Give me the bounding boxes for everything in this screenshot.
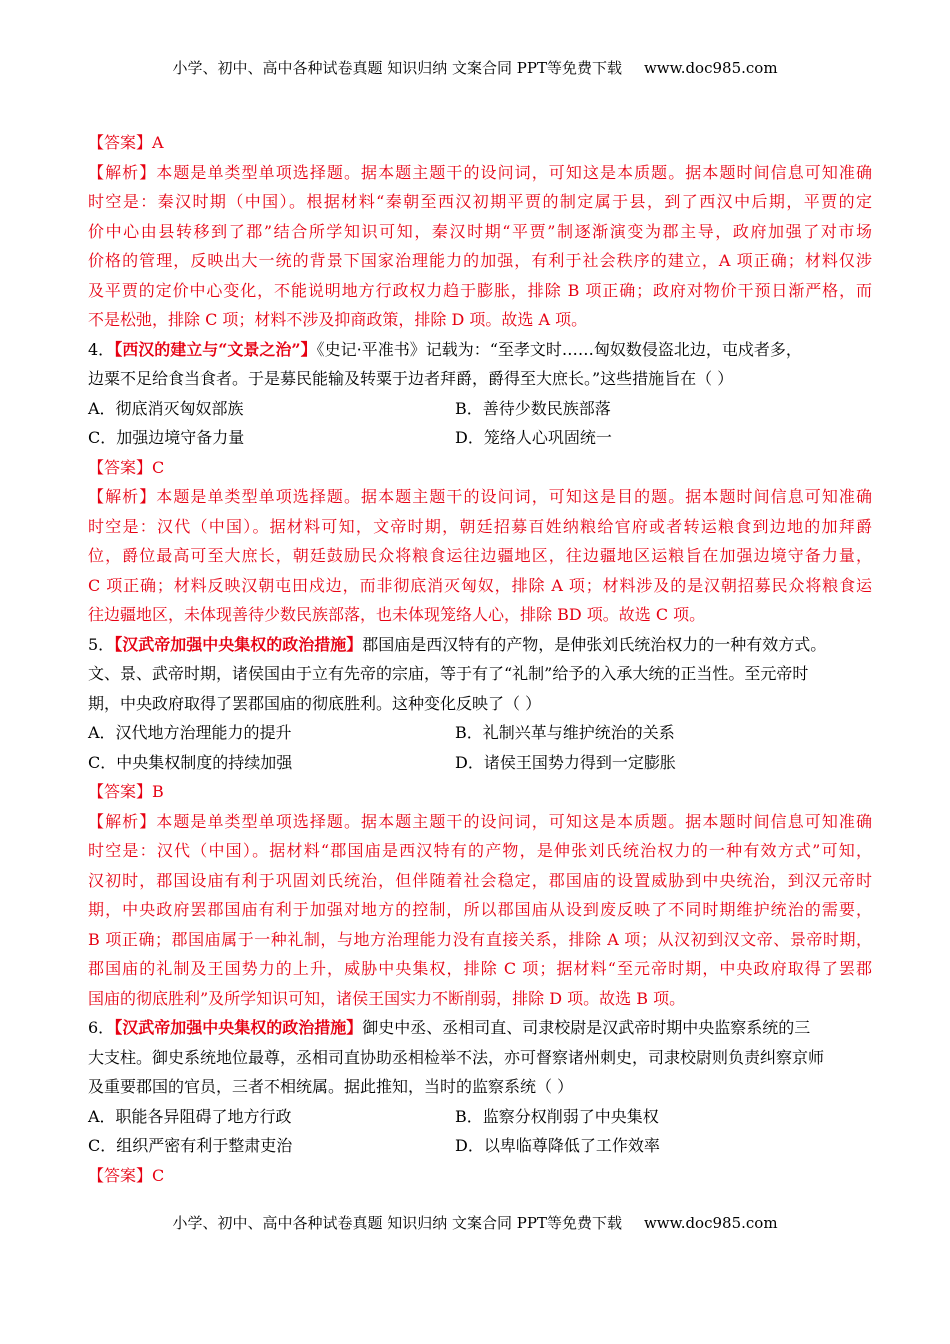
q4-options-row — [88, 423, 872, 453]
q4-stem: 4．【西汉的建立与“文景之治”】《史记·平准书》记载为：“至孝文时……匈奴数侵盗北边，屯戍者多， — [88, 339, 802, 359]
q4-analysis-line: 位，爵位最高可至大庶长，朝廷鼓励民众将粮食运往边疆地区，往边疆地区运粮旨在加强边境守备力量， — [88, 546, 872, 565]
header-text: 小学、初中、高中各种试卷真题 知识归纳 文案合同 PPT等免费下载 — [172, 59, 622, 77]
q5-stem-line: 文、景、武帝时期，诸侯国由于立有先帝的宗庙，等于有了“礼制”给予的入承大统的正当性。至元帝时 — [88, 664, 809, 683]
q6-option-d: D．以卑临尊降低了工作效率 — [455, 1136, 660, 1155]
q4-number: 4． — [88, 339, 115, 359]
q6-option-c: C．组织严密有利于整肃吏治 — [88, 1136, 293, 1155]
q5-stem-line: 期，中央政府取得了罢郡国庙的彻底胜利。这种变化反映了（ ） — [88, 693, 542, 713]
q5-option-d: D．诸侯王国势力得到一定膨胀 — [455, 752, 676, 772]
q5-number: 5． — [88, 634, 115, 654]
footer-text: 小学、初中、高中各种试卷真题 知识归纳 文案合同 PPT等免费下载 — [172, 1214, 622, 1232]
q6-number: 6． — [88, 1018, 115, 1037]
q3-analysis-line: 及平贾的定价中心变化，不能说明地方行政权力趋于膨胀，排除 B 项正确；政府对物价干预日渐严格，而 — [88, 280, 872, 300]
header-site-link[interactable]: www.doc985.com — [643, 59, 778, 77]
q5-analysis-line: 汉初时，郡国设庙有利于巩固刘氏统治，但伴随着社会稳定，郡国庙的设置威胁到中央统治，到汉元帝时 — [88, 870, 872, 890]
q5-option-c: C．中央集权制度的持续加强 — [88, 752, 293, 772]
q6-stem-line: 大支柱。御史系统地位最尊，丞相司直协助丞相检举不法，亦可督察诸州刺史，司隶校尉则负责纠察京师 — [88, 1047, 825, 1067]
q4-option-b: B．善待少数民族部落 — [455, 398, 611, 418]
q6-option-a: A．职能各异阻碍了地方行政 — [88, 1106, 292, 1126]
q6-options-row — [88, 1102, 872, 1132]
footer-site-link[interactable]: www.doc985.com — [643, 1214, 778, 1232]
q3-analysis-line: 不是松弛，排除 C 项；材料不涉及抑商政策，排除 D 项。故选 A 项。 — [88, 310, 588, 329]
q4-analysis-line: 时空是：汉代（中国）。据材料可知，文帝时期，朝廷招募百姓纳粮给官府或者转运粮食到边地的加拜爵 — [88, 516, 872, 536]
q3-analysis-line: 时空是：秦汉时期（中国）。根据材料“秦朝至西汉初期平贾的制定属于县，到了西汉中后期，平贾的定 — [88, 192, 872, 211]
q5-options-row — [88, 748, 872, 778]
q4-option-a: A．彻底消灭匈奴部族 — [88, 398, 244, 418]
q5-analysis-line: 郡国庙的礼制及王国势力的上升，威胁中央集权，排除 C 项；据材料“至元帝时期，中央政府取得了罢郡 — [88, 959, 872, 978]
page-footer — [0, 1213, 950, 1233]
q4-topic-tag: 【西汉的建立与“文景之治”】 — [114, 339, 317, 359]
q6-topic-tag: 【汉武帝加强中央集权的政治措施】 — [114, 1018, 363, 1037]
q6-stem-line: 及重要郡国的官员，三者不相统属。据此推知，当时的监察系统（ ） — [88, 1077, 574, 1096]
q6-stem: 6．【汉武帝加强中央集权的政治措施】御史中丞、丞相司直、司隶校尉是汉武帝时期中央监察系统的三 — [88, 1018, 811, 1037]
q5-option-a: A．汉代地方治理能力的提升 — [88, 723, 292, 742]
q6-option-b: B．监察分权削弱了中央集权 — [455, 1106, 659, 1126]
q4-analysis-line: 往边疆地区，未体现善待少数民族部落，也未体现笼络人心，排除 BD 项。故选 C 项。 — [88, 605, 706, 624]
q4-analysis-line: C 项正确；材料反映汉朝屯田戍边，而非彻底消灭匈奴，排除 A 项；材料涉及的是汉朝招募民众将粮食运 — [88, 575, 872, 595]
q5-analysis-line: 国庙的彻底胜利”及所学知识可知，诸侯王国实力不断削弱，排除 D 项。故选 B 项。 — [88, 988, 686, 1008]
q5-option-b: B．礼制兴革与维护统治的关系 — [455, 723, 675, 742]
page-header — [0, 58, 950, 78]
q5-analysis-line: 【解析】本题是单类型单项选择题。据本题主题干的设问词，可知这是本质题。据本题时间信息可知准确 — [88, 811, 872, 831]
q4-answer: 【答案】C — [88, 457, 165, 477]
q5-analysis-line: B 项正确；郡国庙属于一种礼制，与地方治理能力没有直接关系，排除 A 项；从汉初到汉文帝、景帝时期， — [88, 929, 872, 949]
q3-analysis-line: 价中心由县转移到了郡”结合所学知识可知，秦汉时期“平贾”制逐渐演变为郡主导，政府加强了对市场 — [88, 221, 872, 241]
q6-answer: 【答案】C — [88, 1165, 165, 1185]
q3-analysis-line: 价格的管理，反映出大一统的背景下国家治理能力的加强，有利于社会秩序的建立，A 项正确；材料仅涉 — [88, 251, 872, 270]
q5-topic-tag: 【汉武帝加强中央集权的政治措施】 — [114, 634, 363, 654]
document-body — [88, 128, 872, 1190]
q5-options-row — [88, 718, 872, 748]
q4-option-c: C．加强边境守备力量 — [88, 428, 245, 447]
q6-options-row — [88, 1131, 872, 1161]
q5-answer: 【答案】B — [88, 782, 164, 801]
q4-analysis-line: 【解析】本题是单类型单项选择题。据本题主题干的设问词，可知这是目的题。据本题时间信息可知准确 — [88, 487, 872, 506]
q4-option-d: D．笼络人心巩固统一 — [455, 428, 612, 447]
q3-answer: 【答案】A — [88, 133, 164, 152]
q3-analysis-line: 【解析】本题是单类型单项选择题。据本题主题干的设问词，可知这是本质题。据本题时间信息可知准确 — [88, 162, 872, 182]
q4-stem-line: 边粟不足给食当食者。于是募民能输及转粟于边者拜爵，爵得至大庶长。”这些措施旨在（ ） — [88, 369, 734, 388]
q4-options-row — [88, 394, 872, 424]
q5-analysis-line: 时空是：汉代（中国）。据材料“郡国庙是西汉特有的产物，是伸张刘氏统治权力的一种有效方式”可知， — [88, 841, 872, 860]
q5-analysis-line: 期，中央政府罢郡国庙有利于加强对地方的控制，所以郡国庙从设到废反映了不同时期维护统治的需要， — [88, 900, 872, 919]
q5-stem: 5．【汉武帝加强中央集权的政治措施】郡国庙是西汉特有的产物，是伸张刘氏统治权力的一种有效方式。 — [88, 634, 827, 654]
